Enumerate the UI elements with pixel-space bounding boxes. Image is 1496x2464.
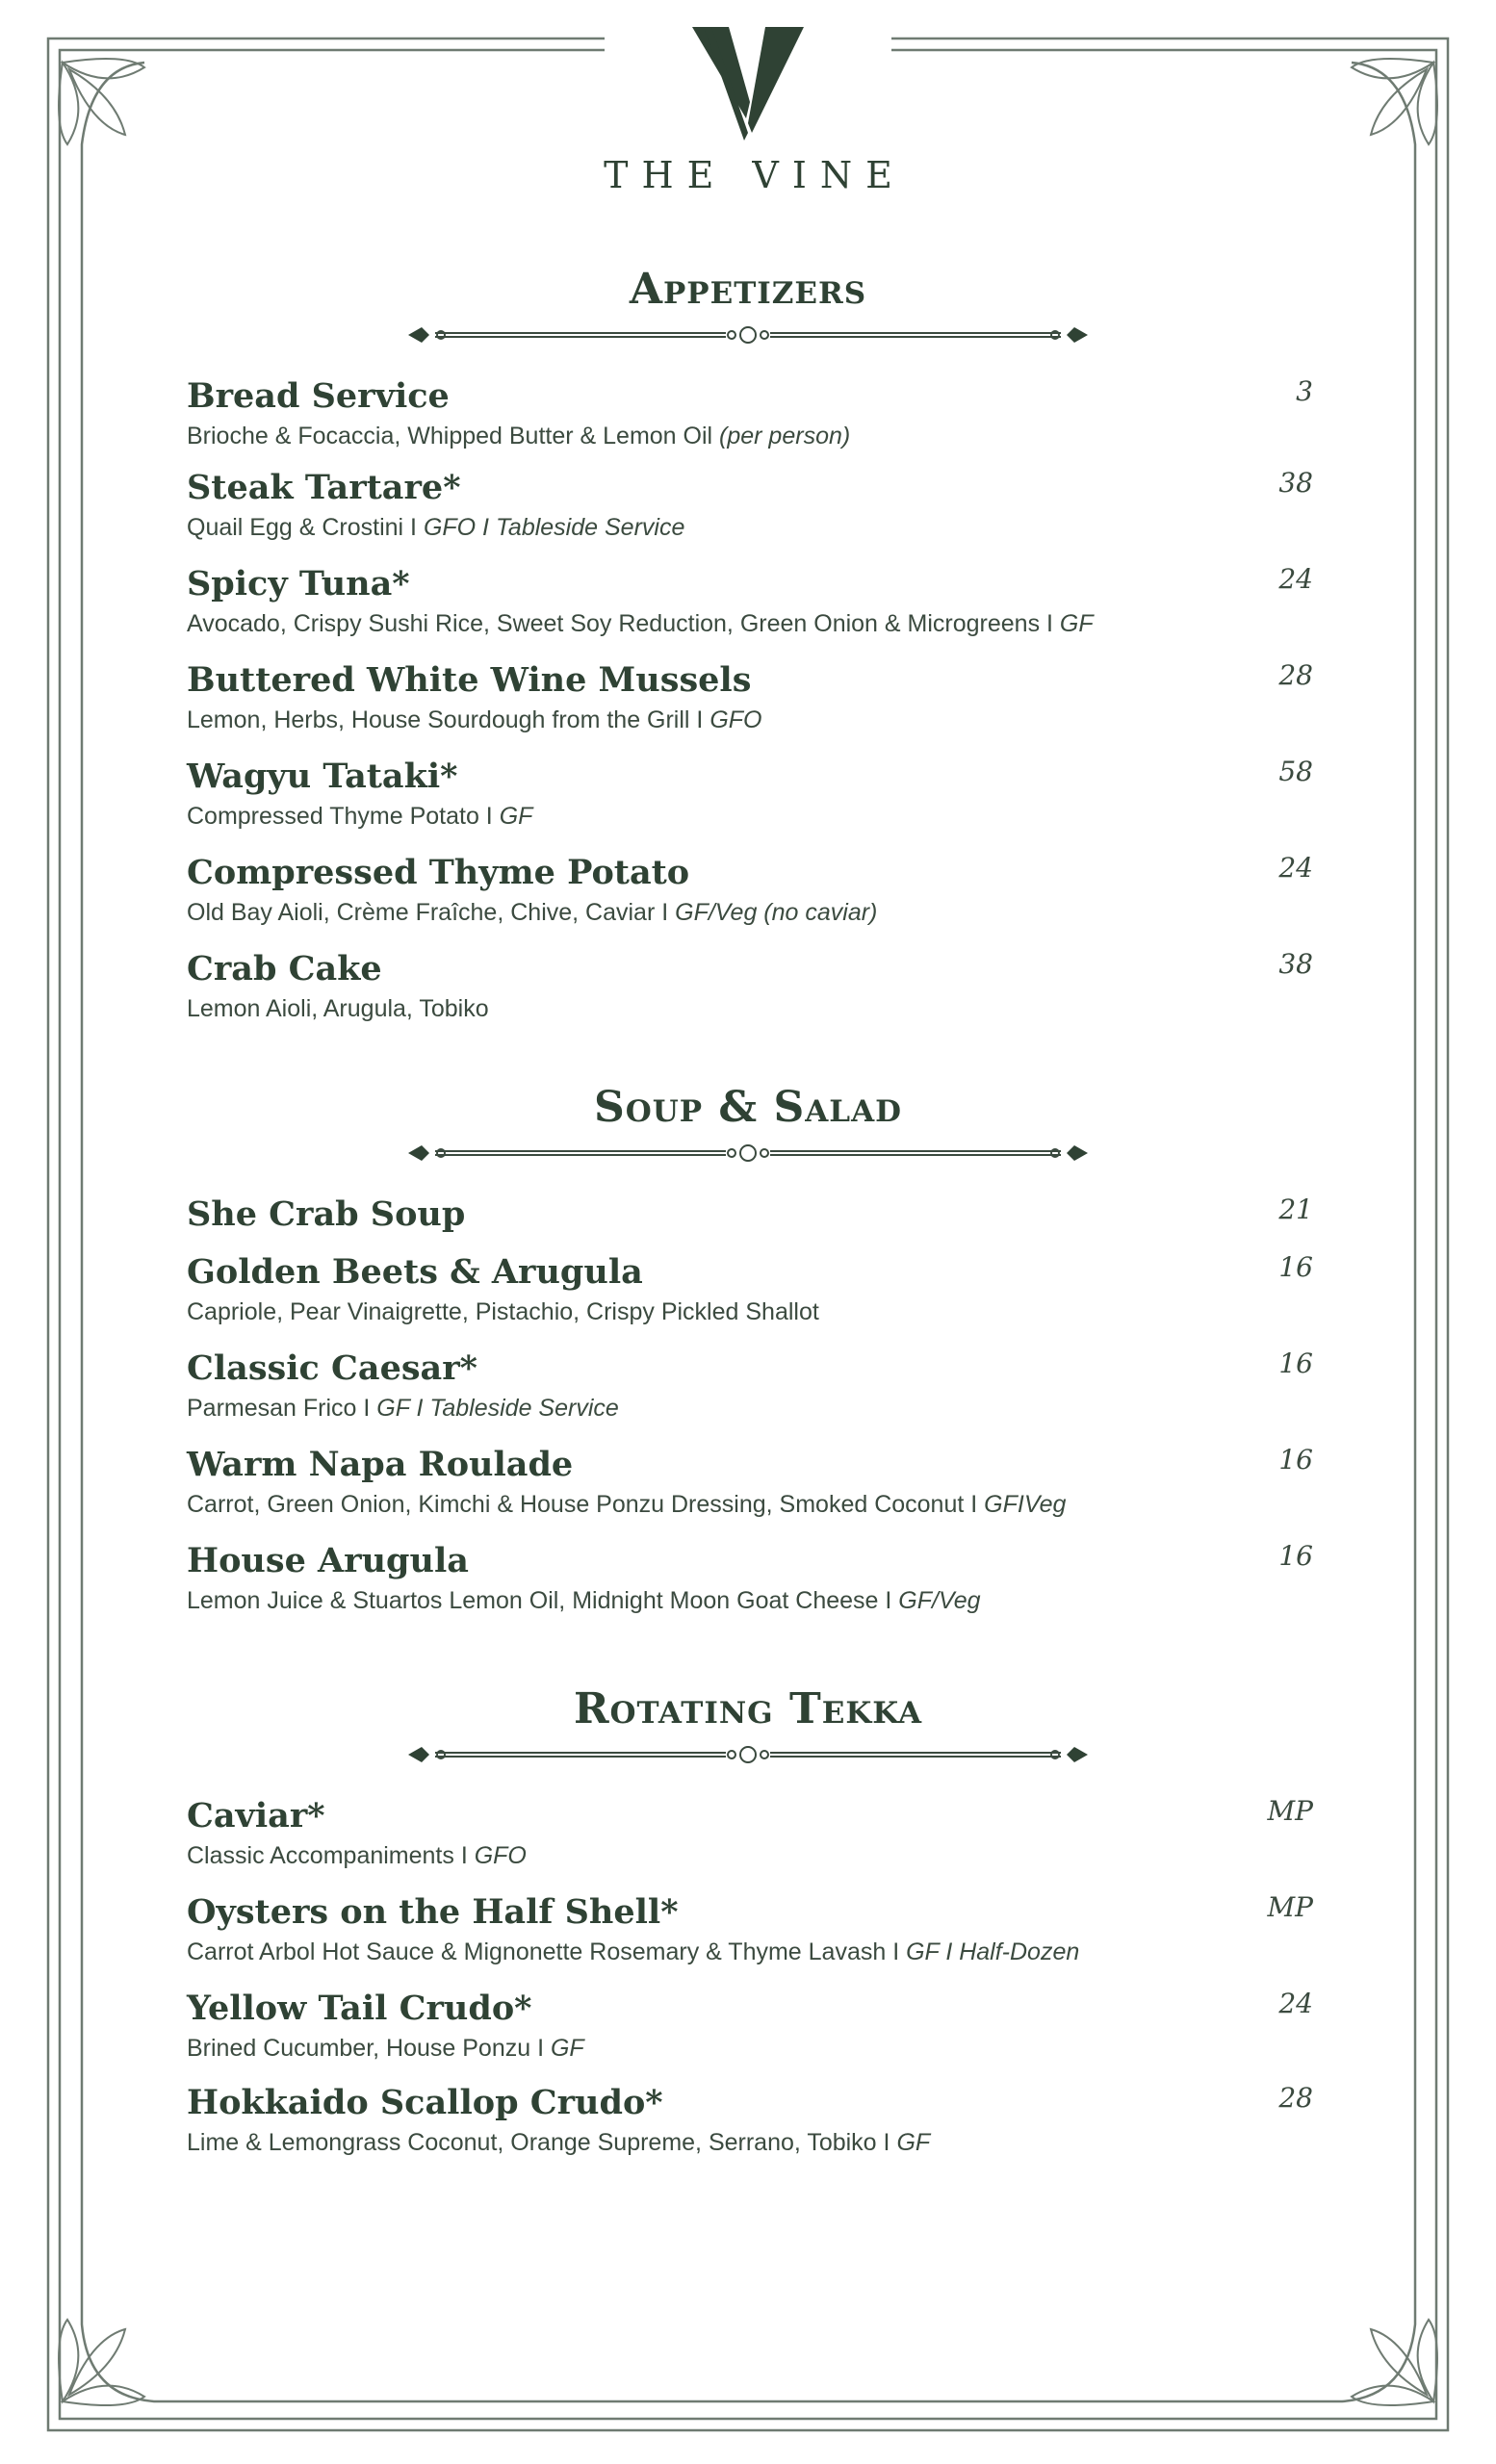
item-dietary-note: GFO bbox=[474, 1842, 527, 1869]
item-price: 58 bbox=[1278, 756, 1313, 787]
item-name: Warm Napa Roulade bbox=[187, 1445, 574, 1484]
item-name: House Arugula bbox=[187, 1541, 469, 1580]
section-title: Soup & Salad bbox=[593, 1083, 903, 1132]
menu-item bbox=[187, 1348, 1313, 1424]
item-price: 24 bbox=[1278, 852, 1313, 884]
item-dietary-note: GF I Tableside Service bbox=[376, 1395, 619, 1422]
item-desc-text: Lemon Juice & Stuartos Lemon Oil, Midnight Moon Goat Cheese I bbox=[187, 1587, 899, 1614]
item-description bbox=[187, 2126, 1313, 2159]
item-description bbox=[187, 1839, 1313, 1872]
item-name: She Crab Soup bbox=[187, 1194, 466, 1234]
item-price: MP bbox=[1267, 1891, 1313, 1923]
item-price: 21 bbox=[1278, 1194, 1313, 1225]
item-desc-text: Parmesan Frico I bbox=[187, 1395, 377, 1422]
item-dietary-note: GFIVeg bbox=[984, 1491, 1067, 1518]
item-description bbox=[187, 2032, 1313, 2065]
menu-item bbox=[187, 1444, 1313, 1521]
item-desc-text: Lemon Aioli, Arugula, Tobiko bbox=[187, 995, 489, 1022]
item-name: Caviar* bbox=[187, 1796, 325, 1835]
menu-item bbox=[187, 1251, 1313, 1328]
item-price: 28 bbox=[1278, 659, 1313, 691]
item-desc-text: Carrot Arbol Hot Sauce & Mignonette Rosemary & Thyme Lavash I bbox=[187, 1938, 907, 1965]
item-name: Classic Caesar* bbox=[187, 1348, 477, 1388]
item-name: Hokkaido Scallop Crudo* bbox=[187, 2083, 663, 2122]
section-title: Rotating Tekka bbox=[573, 1684, 923, 1733]
item-price: 16 bbox=[1278, 1251, 1313, 1283]
menu-item bbox=[187, 2082, 1313, 2159]
menu-item bbox=[187, 1988, 1313, 2065]
item-price: 38 bbox=[1278, 467, 1313, 499]
item-price: 24 bbox=[1278, 563, 1313, 595]
item-name: Compressed Thyme Potato bbox=[187, 853, 690, 892]
item-desc-text: Classic Accompaniments I bbox=[187, 1842, 475, 1869]
item-name: Yellow Tail Crudo* bbox=[187, 1989, 532, 2028]
menu-item bbox=[187, 375, 1313, 452]
item-name: Steak Tartare* bbox=[187, 468, 461, 507]
item-dietary-note: GF bbox=[499, 803, 533, 830]
menu-item bbox=[187, 563, 1313, 640]
menu-item bbox=[187, 948, 1313, 1025]
section-divider bbox=[406, 321, 1090, 349]
item-name: Oysters on the Half Shell* bbox=[187, 1892, 679, 1932]
section-divider bbox=[406, 1139, 1090, 1168]
item-dietary-note: GFO bbox=[709, 706, 762, 733]
item-desc-text: Brined Cucumber, House Ponzu I bbox=[187, 2035, 551, 2062]
item-name: Wagyu Tataki* bbox=[187, 757, 458, 796]
item-name: Crab Cake bbox=[187, 949, 382, 988]
item-description bbox=[187, 1488, 1313, 1521]
item-price: 3 bbox=[1296, 375, 1313, 407]
item-price: 24 bbox=[1278, 1988, 1313, 2019]
item-desc-text: Old Bay Aioli, Crème Fraîche, Chive, Caviar I bbox=[187, 899, 676, 926]
item-description bbox=[187, 1392, 1313, 1424]
item-description bbox=[187, 704, 1313, 736]
section-title: Appetizers bbox=[629, 265, 867, 314]
item-dietary-note: GF bbox=[1059, 610, 1094, 637]
item-description bbox=[187, 511, 1313, 544]
item-description bbox=[187, 800, 1313, 833]
item-desc-text: Capriole, Pear Vinaigrette, Pistachio, Crispy Pickled Shallot bbox=[187, 1298, 819, 1325]
menu-item bbox=[187, 1540, 1313, 1617]
menu-item bbox=[187, 1891, 1313, 1968]
item-description bbox=[187, 420, 1313, 452]
item-dietary-note: (per person) bbox=[719, 423, 851, 449]
item-price: 16 bbox=[1278, 1348, 1313, 1379]
item-price: 16 bbox=[1278, 1540, 1313, 1572]
item-desc-text: Compressed Thyme Potato I bbox=[187, 803, 500, 830]
item-desc-text: Quail Egg & Crostini I bbox=[187, 514, 424, 541]
item-dietary-note: GF bbox=[896, 2129, 931, 2156]
menu-item bbox=[187, 659, 1313, 736]
item-description bbox=[187, 607, 1313, 640]
item-price: MP bbox=[1267, 1795, 1313, 1827]
item-desc-text: Carrot, Green Onion, Kimchi & House Ponzu Dressing, Smoked Coconut I bbox=[187, 1491, 985, 1518]
item-description bbox=[187, 896, 1313, 929]
item-desc-text: Brioche & Focaccia, Whipped Butter & Lemon Oil bbox=[187, 423, 720, 449]
item-name: Spicy Tuna* bbox=[187, 564, 410, 603]
item-price: 28 bbox=[1278, 2082, 1313, 2114]
item-description bbox=[187, 1296, 1313, 1328]
section-divider bbox=[406, 1740, 1090, 1769]
menu-item bbox=[187, 1795, 1313, 1872]
item-name: Buttered White Wine Mussels bbox=[187, 660, 752, 700]
menu-item bbox=[187, 756, 1313, 833]
menu-item bbox=[187, 852, 1313, 929]
item-dietary-note: GFO I Tableside Service bbox=[423, 514, 685, 541]
item-dietary-note: GF/Veg bbox=[898, 1587, 981, 1614]
corner-ornament-tl bbox=[59, 59, 144, 144]
item-dietary-note: GF/Veg (no caviar) bbox=[675, 899, 878, 926]
item-desc-text: Lime & Lemongrass Coconut, Orange Supreme, Serrano, Tobiko I bbox=[187, 2129, 897, 2156]
menu-item bbox=[187, 1194, 1313, 1236]
item-description bbox=[187, 992, 1313, 1025]
item-price: 38 bbox=[1278, 948, 1313, 980]
item-dietary-note: GF bbox=[550, 2035, 584, 2062]
vine-logo bbox=[690, 27, 806, 142]
item-name: Bread Service bbox=[187, 376, 450, 416]
menu-item bbox=[187, 467, 1313, 544]
item-description bbox=[187, 1584, 1313, 1617]
item-description bbox=[187, 1936, 1313, 1968]
item-price: 16 bbox=[1278, 1444, 1313, 1476]
item-desc-text: Lemon, Herbs, House Sourdough from the Grill I bbox=[187, 706, 710, 733]
item-name: Golden Beets & Arugula bbox=[187, 1252, 643, 1292]
brand-name: THE VINE bbox=[604, 154, 906, 196]
item-desc-text: Avocado, Crispy Sushi Rice, Sweet Soy Reduction, Green Onion & Microgreens I bbox=[187, 610, 1060, 637]
item-dietary-note: GF I Half-Dozen bbox=[906, 1938, 1080, 1965]
